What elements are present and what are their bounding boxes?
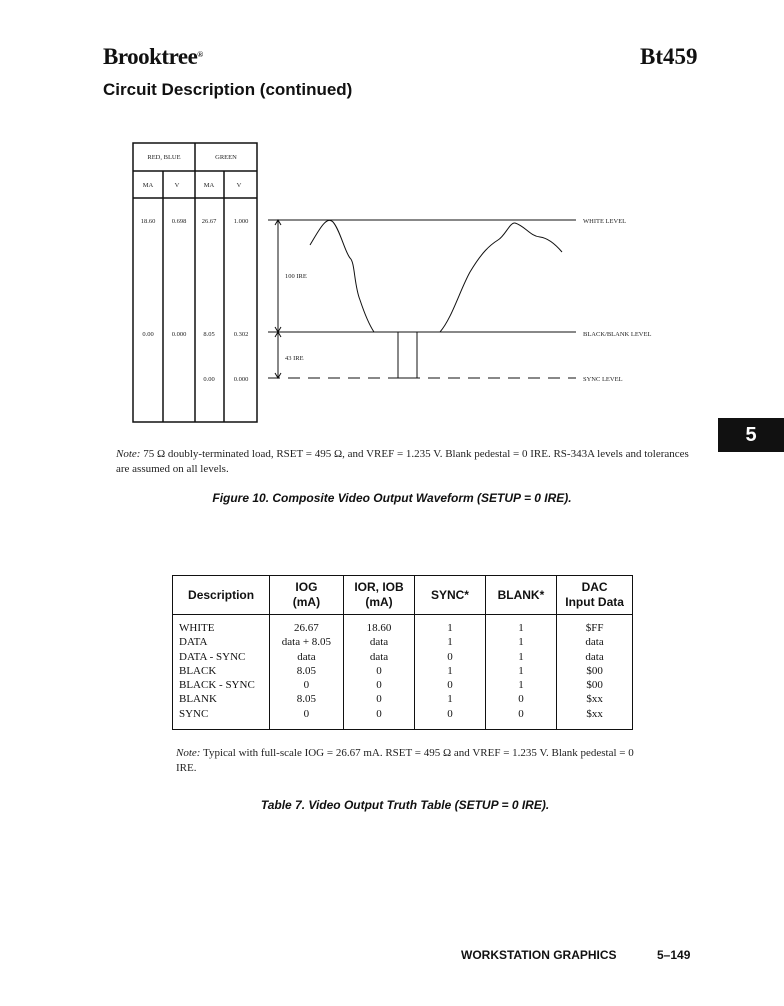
table-cell: BLACK [173, 664, 270, 678]
unit-header: MA [142, 182, 154, 189]
table-cell: 0 [485, 707, 557, 730]
waveform-left [310, 220, 374, 332]
level-value: 18.60 [140, 218, 156, 225]
table-cell: 1 [485, 615, 557, 636]
table-cell: data + 8.05 [270, 635, 344, 649]
table-cell: 0 [343, 664, 415, 678]
white-level-label: WHITE LEVEL [583, 218, 627, 225]
table-cell: 1 [415, 664, 485, 678]
table-row [173, 635, 633, 649]
table-cell: 1 [485, 664, 557, 678]
table-cell: 26.67 [270, 615, 344, 636]
table-row [173, 692, 633, 706]
part-number: Bt459 [640, 44, 698, 69]
table-cell: 0 [415, 707, 485, 730]
level-value: 0.000 [233, 376, 249, 383]
table-cell: 18.60 [343, 615, 415, 636]
table-cell: DATA - SYNC [173, 650, 270, 664]
table-cell: DATA [173, 635, 270, 649]
table-caption: Table 7. Video Output Truth Table (SETUP = 0 IRE). [260, 798, 550, 812]
table-cell: 0 [270, 678, 344, 692]
figure-caption: Figure 10. Composite Video Output Waveform (SETUP = 0 IRE). [212, 491, 572, 505]
brand-name: Brooktree [103, 44, 198, 69]
table-cell: 1 [415, 635, 485, 649]
table-cell: data [343, 635, 415, 649]
table-cell: 0 [415, 678, 485, 692]
table-cell: SYNC [173, 707, 270, 730]
sync-level-label: SYNC LEVEL [583, 376, 623, 383]
page-number: 5–149 [657, 948, 691, 962]
table-row [173, 678, 633, 692]
table-cell: 0 [485, 692, 557, 706]
ire-43-label: 43 IRE [285, 355, 304, 362]
table-cell: 0 [270, 707, 344, 730]
table-cell: 1 [485, 635, 557, 649]
table-row [173, 664, 633, 678]
level-value: 0.00 [142, 331, 154, 338]
table-header-row [173, 576, 633, 615]
table-cell: BLANK [173, 692, 270, 706]
level-value: 0.302 [233, 331, 249, 338]
column-header: IOR, IOB (mA) [343, 576, 415, 615]
sync-pulse [398, 332, 417, 378]
section-tab: 5 [718, 418, 784, 452]
brand-mark: ® [197, 50, 203, 59]
column-header: IOG (mA) [270, 576, 344, 615]
column-header: SYNC* [415, 576, 485, 615]
table-cell: WHITE [173, 615, 270, 636]
table-cell: 8.05 [270, 692, 344, 706]
table-cell: $xx [557, 707, 633, 730]
level-value: 0.00 [203, 376, 215, 383]
figure-note [116, 447, 701, 477]
table-cell: data [557, 650, 633, 664]
table-cell: 0 [343, 692, 415, 706]
column-header: BLANK* [485, 576, 557, 615]
table-cell: 0 [343, 707, 415, 730]
table-row [173, 615, 633, 636]
table-cell: 1 [415, 615, 485, 636]
level-value: 8.05 [203, 331, 215, 338]
table-cell: 0 [415, 650, 485, 664]
black-level-label: BLACK/BLANK LEVEL [583, 331, 652, 338]
level-value: 0.000 [171, 331, 187, 338]
table-cell: data [270, 650, 344, 664]
unit-header: V [174, 182, 180, 189]
table-note [176, 746, 636, 776]
table-cell: 8.05 [270, 664, 344, 678]
page-title: Circuit Description (continued) [103, 80, 353, 99]
unit-header: V [236, 182, 242, 189]
table-cell: $00 [557, 664, 633, 678]
table-cell: data [557, 635, 633, 649]
waveform-figure [0, 0, 784, 440]
truth-table [172, 575, 633, 730]
table-cell: 1 [485, 650, 557, 664]
note-label: Note: [176, 747, 201, 759]
rgb-header: RED, BLUE [147, 154, 181, 161]
table-cell: BLACK - SYNC [173, 678, 270, 692]
truth-table-body [173, 615, 633, 730]
column-header: Description [173, 576, 270, 615]
note-label: Note: [116, 448, 141, 460]
table-cell: 1 [485, 678, 557, 692]
level-value: 0.698 [171, 218, 187, 225]
column-header: DAC Input Data [557, 576, 633, 615]
waveform-right [440, 223, 562, 332]
note-text: Typical with full-scale IOG = 26.67 mA. RSET = 495 Ω and VREF = 1.235 V. Blank pedestal = 0 IRE. [176, 747, 634, 774]
table-cell: data [343, 650, 415, 664]
note-text: 75 Ω doubly-terminated load, RSET = 495 Ω, and VREF = 1.235 V. Blank pedestal = 0 IRE. RS-343A levels and tolerances are assumed on all levels. [116, 448, 689, 475]
table-cell: $00 [557, 678, 633, 692]
table-cell: 0 [343, 678, 415, 692]
table-row [173, 707, 633, 730]
unit-header: MA [203, 182, 215, 189]
table-cell: $xx [557, 692, 633, 706]
table-cell: $FF [557, 615, 633, 636]
level-value: 1.000 [233, 218, 249, 225]
ire-100-label: 100 IRE [285, 273, 307, 280]
level-value: 26.67 [201, 218, 217, 225]
table-cell: 1 [415, 692, 485, 706]
green-header: GREEN [215, 154, 237, 161]
table-row [173, 650, 633, 664]
footer-section: WORKSTATION GRAPHICS [461, 948, 617, 962]
